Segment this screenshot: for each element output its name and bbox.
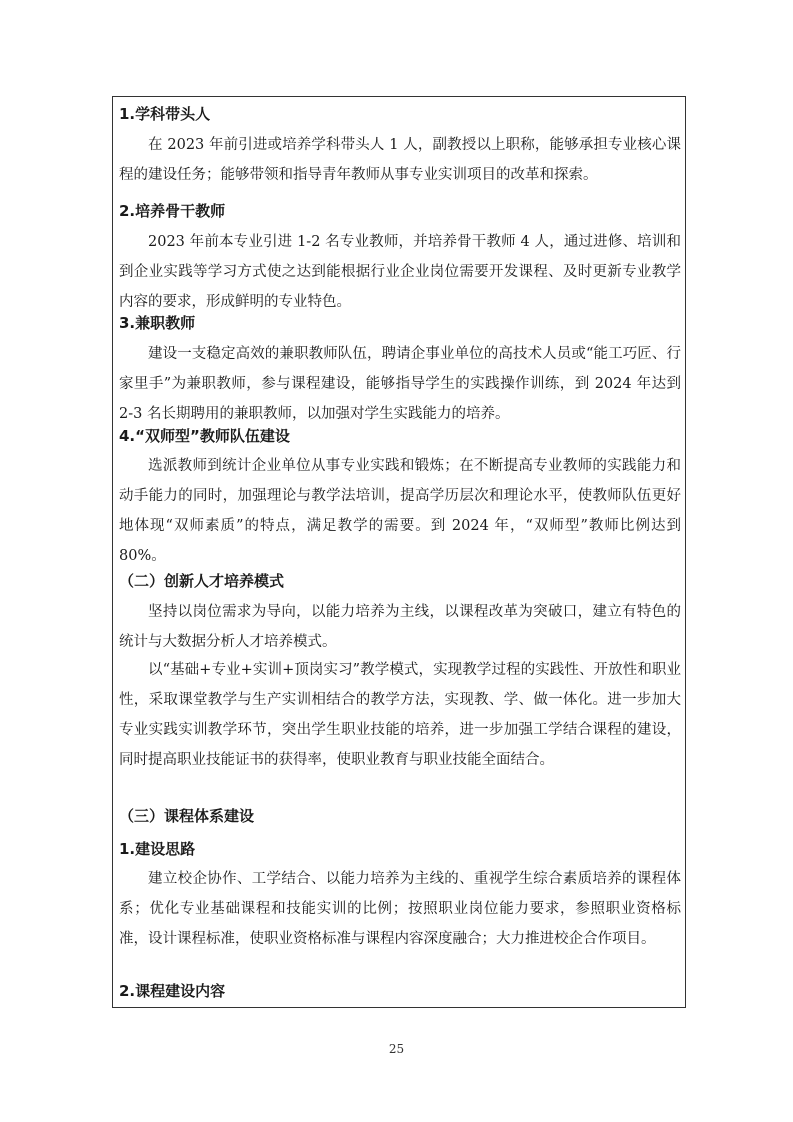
heading-dual-teacher: 4.“双师型”教师队伍建设 <box>119 427 290 445</box>
page-number: 25 <box>388 1042 405 1056</box>
para-dual-teacher: 选派教师到统计企业单位从事专业实践和锻炼；在不断提高专业教师的实践能力和动手能力的同时，加强理论与教学法培训，提高学历层次和理论水平，使教师队伍更好地体现“双师素质”的特点，满足教学的需要。到 2024 年，“双师型”教师比例达到 80%。 <box>119 458 681 564</box>
para-talent-model-1: 坚持以岗位需求为导向，以能力培养为主线，以课程改革为突破口，建立有特色的统计与大数据分析人才培养模式。 <box>119 604 681 650</box>
heading-part-time-teachers: 3.兼职教师 <box>119 314 196 332</box>
heading-construction-idea: 1.建设思路 <box>119 840 196 858</box>
para-construction-idea: 建立校企协作、工学结合、以能力培养为主线的、重视学生综合素质培养的课程体系；优化专业基础课程和技能实训的比例；按照职业岗位能力要求，参照职业资格标准，设计课程标准，使职业资格标准与课程内容深度融合；大力推进校企合作项目。 <box>119 871 681 947</box>
para-part-time-teachers: 建设一支稳定高效的兼职教师队伍，聘请企事业单位的高技术人员或“能工巧匠、行家里手”为兼职教师，参与课程建设，能够指导学生的实践操作训练，到 2024 年达到 2-3 名长期聘用的兼职教师，以加强对学生实践能力的培养。 <box>119 346 681 422</box>
heading-backbone-teachers: 2.培养骨干教师 <box>119 202 226 220</box>
heading-curriculum-system: （三）课程体系建设 <box>119 807 255 825</box>
para-talent-model-2: 以“基础+专业+实训+顶岗实习”教学模式，实现教学过程的实践性、开放性和职业性，采取课堂教学与生产实训相结合的教学方法，实现教、学、做一体化。进一步加大专业实践实训教学环节，突出学生职业技能的培养，进一步加强工学结合课程的建设，同时提高职业技能证书的获得率，使职业教育与职业技能全面结合。 <box>119 662 681 768</box>
heading-subject-leader: 1.学科带头人 <box>119 105 211 123</box>
heading-course-content: 2.课程建设内容 <box>119 982 226 1000</box>
heading-talent-model: （二）创新人才培养模式 <box>119 572 285 590</box>
para-backbone-teachers: 2023 年前本专业引进 1-2 名专业教师，并培养骨干教师 4 人，通过进修、培训和到企业实践等学习方式使之达到能根据行业企业岗位需要开发课程、及时更新专业教学内容的要求，形成鲜明的专业特色。 <box>119 234 681 310</box>
para-subject-leader: 在 2023 年前引进或培养学科带头人 1 人，副教授以上职称，能够承担专业核心课程的建设任务；能够带领和指导青年教师从事专业实训项目的改革和探索。 <box>119 137 681 183</box>
